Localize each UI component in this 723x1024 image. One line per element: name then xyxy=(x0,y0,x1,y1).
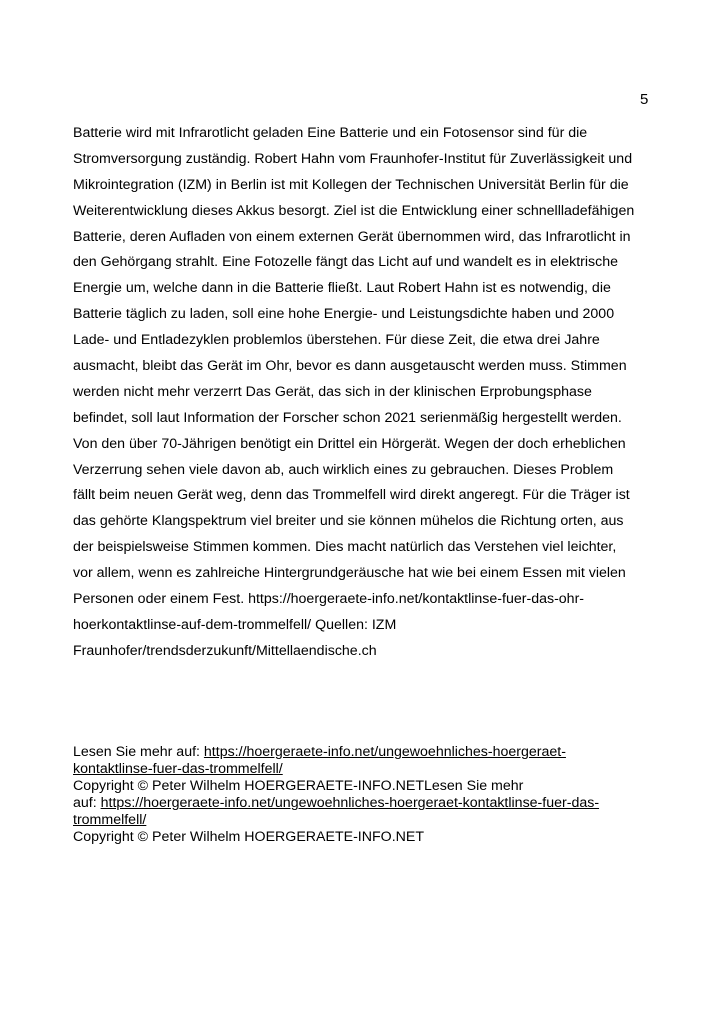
body-line: Mikrointegration (IZM) in Berlin ist mit Kollegen der Technischen Universität Berlin für die xyxy=(73,176,629,193)
body-line: hoerkontaktlinse-auf-dem-trommelfell/ Quellen: IZM xyxy=(73,616,397,633)
read-more-link[interactable]: trommelfell/ xyxy=(73,812,147,828)
body-line: Fraunhofer/trendsderzukunft/Mittellaendische.ch xyxy=(73,642,377,659)
read-more-line xyxy=(73,744,673,761)
body-line: Stromversorgung zuständig. Robert Hahn vom Fraunhofer-Institut für Zuverlässigkeit und xyxy=(73,150,633,167)
body-line: vor allem, wenn es zahlreiche Hintergrundgeräusche hat wie bei einem Essen mit vielen xyxy=(73,565,626,582)
read-more-label: auf: xyxy=(73,795,101,811)
read-more-link[interactable]: https://hoergeraete-info.net/ungewoehnliches-hoergeraet-kontaktlinse-fuer-das- xyxy=(100,795,600,811)
body-line: werden nicht mehr verzerrt Das Gerät, das sich in der klinischen Erprobungsphase xyxy=(73,383,592,400)
body-line: befindet, soll laut Information der Forscher schon 2021 serienmäßig hergestellt werden. xyxy=(73,409,622,426)
body-line: das gehörte Klangspektrum viel breiter und sie können mühelos die Richtung orten, aus xyxy=(73,513,624,530)
body-line: den Gehörgang strahlt. Eine Fotozelle fängt das Licht auf und wandelt es in elektrische xyxy=(73,254,618,271)
copyright-text: Copyright © Peter Wilhelm HOERGERAETE-INFO.NETLesen Sie mehr xyxy=(73,778,524,794)
read-more-line xyxy=(73,761,673,778)
body-line: Energie um, welche dann in die Batterie fließt. Laut Robert Hahn ist es notwendig, die xyxy=(73,280,611,297)
body-line: fällt beim neuen Gerät weg, denn das Trommelfell wird direkt angeregt. Für die Träger ist xyxy=(73,487,630,504)
body-line: Von den über 70-Jährigen benötigt ein Drittel ein Hörgerät. Wegen der doch erheblichen xyxy=(73,435,626,452)
read-more-link[interactable]: https://hoergeraete-info.net/ungewoehnliches-hoergeraet- xyxy=(203,744,566,760)
article-body xyxy=(73,121,673,665)
body-line: Lade- und Entladezyklen problemlos überstehen. Für diese Zeit, die etwa drei Jahre xyxy=(73,332,600,349)
page-number: 5 xyxy=(640,91,649,108)
body-line: Batterie täglich zu laden, soll eine hohe Energie- und Leistungsdichte haben und 2000 xyxy=(73,306,615,323)
body-line: ausmacht, bleibt das Gerät im Ohr, bevor es dann ausgetauscht werden muss. Stimmen xyxy=(73,358,627,375)
body-line: Batterie wird mit Infrarotlicht geladen Eine Batterie und ein Fotosensor sind für die xyxy=(73,125,588,141)
body-line: Weiterentwicklung dieses Akkus besorgt. Ziel ist die Entwicklung einer schnellladefähigen xyxy=(73,202,635,219)
body-line: Personen oder einem Fest. https://hoergeraete-info.net/kontaktlinse-fuer-das-ohr- xyxy=(73,591,585,608)
footer-attribution xyxy=(73,744,673,846)
copyright-text: Copyright © Peter Wilhelm HOERGERAETE-INFO.NET xyxy=(73,829,425,845)
body-line: Verzerrung sehen viele davon ab, auch wirklich eines zu gebrauchen. Dieses Problem xyxy=(73,461,614,478)
body-line: Batterie, deren Aufladen von einem externen Gerät übernommen wird, das Infrarotlicht in xyxy=(73,228,631,245)
body-line: der beispielsweise Stimmen kommen. Dies macht natürlich das Verstehen viel leichter, xyxy=(73,539,617,556)
read-more-link[interactable]: kontaktlinse-fuer-das-trommelfell/ xyxy=(73,761,283,777)
read-more-line xyxy=(73,812,673,829)
read-more-label: Lesen Sie mehr auf: xyxy=(73,744,204,760)
read-more-line xyxy=(73,795,673,812)
